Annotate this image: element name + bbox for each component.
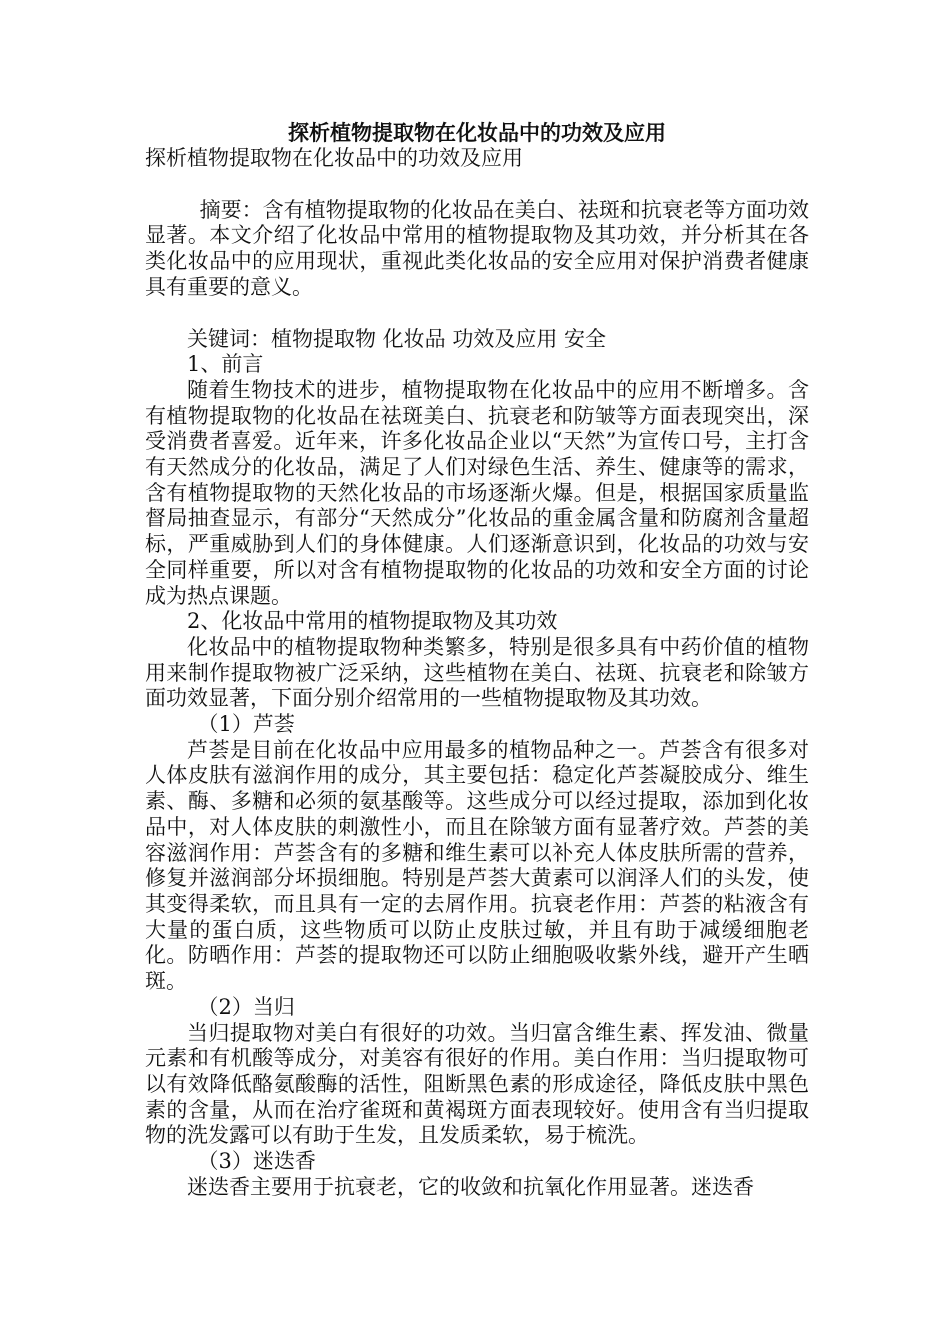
section-heading-intro: 1、前言 bbox=[187, 352, 264, 377]
document-body bbox=[145, 120, 809, 1200]
subheading-aloe: （1）芦荟 bbox=[197, 712, 295, 737]
blank-line bbox=[145, 301, 809, 327]
section-heading-extracts: 2、化妆品中常用的植物提取物及其功效 bbox=[187, 609, 558, 634]
document-title: 探析植物提取物在化妆品中的功效及应用 bbox=[288, 120, 666, 145]
keywords-line: 关键词：植物提取物 化妆品 功效及应用 安全 bbox=[187, 326, 607, 351]
document-subtitle: 探析植物提取物在化妆品中的功效及应用 bbox=[145, 146, 523, 170]
rosemary-paragraph: 迷迭香主要用于抗衰老，它的收敛和抗氧化作用显著。迷迭香 bbox=[187, 1174, 754, 1199]
subheading-rosemary: （3）迷迭香 bbox=[197, 1149, 316, 1174]
aloe-paragraph: 芦荟是目前在化妆品中应用最多的植物品种之一。芦荟含有很多对人体皮肤有滋润作用的成分，其主要包括：稳定化芦荟凝胶成分、维生素、酶、多糖和必须的氨基酸等。这些成分可以经过提取，添加到化妆品中，对人体皮肤的刺激性小，而且在除皱方面有显著疗效。芦荟的美容滋润作用：芦荟含有的多糖和维生素可以补充人体皮肤所需的营养，修复并滋润部分坏损细胞。特别是芦荟大黄素可以润泽人们的头发，使其变得柔软，而且具有一定的去屑作用。抗衰老作用：芦荟的粘液含有大量的蛋白质，这些物质可以防止皮肤过敏，并且有助于减缓细胞老化。防晒作用：芦荟的提取物还可以防止细胞吸收紫外线，避开产生晒斑。 bbox=[145, 737, 809, 994]
blank-line bbox=[145, 172, 809, 198]
intro-paragraph: 随着生物技术的进步，植物提取物在化妆品中的应用不断增多。含有植物提取物的化妆品在祛斑美白、抗衰老和防皱等方面表现突出，深受消费者喜爱。近年来，许多化妆品企业以“天然”为宣传口号，主打含有天然成分的化妆品，满足了人们对绿色生活、养生、健康等的需求，含有植物提取物的天然化妆品的市场逐渐火爆。但是，根据国家质量监督局抽查显示，有部分“天然成分”化妆品的重金属含量和防腐剂含量超标，严重威胁到人们的身体健康。人们逐渐意识到，化妆品的功效与安全同样重要，所以对含有植物提取物的化妆品的功效和安全方面的讨论成为热点课题。 bbox=[145, 377, 809, 608]
angelica-paragraph: 当归提取物对美白有很好的功效。当归富含维生素、挥发油、微量元素和有机酸等成分，对美容有很好的作用。美白作用：当归提取物可以有效降低酪氨酸酶的活性，阻断黑色素的形成途径，降低皮肤中黑色素的含量，从而在治疗雀斑和黄褐斑方面表现较好。使用含有当归提取物的洗发露可以有助于生发，且发质柔软，易于梳洗。 bbox=[145, 1020, 809, 1148]
extracts-paragraph: 化妆品中的植物提取物种类繁多，特别是很多具有中药价值的植物用来制作提取物被广泛采纳，这些植物在美白、祛斑、抗衰老和除皱方面功效显著，下面分别介绍常用的一些植物提取物及其功效。 bbox=[145, 634, 809, 711]
abstract-paragraph: 摘要：含有植物提取物的化妆品在美白、祛斑和抗衰老等方面功效显著。本文介绍了化妆品中常用的植物提取物及其功效，并分析其在各类化妆品中的应用现状，重视此类化妆品的安全应用对保护消费者健康具有重要的意义。 bbox=[145, 197, 809, 299]
subheading-angelica: （2）当归 bbox=[197, 994, 295, 1019]
